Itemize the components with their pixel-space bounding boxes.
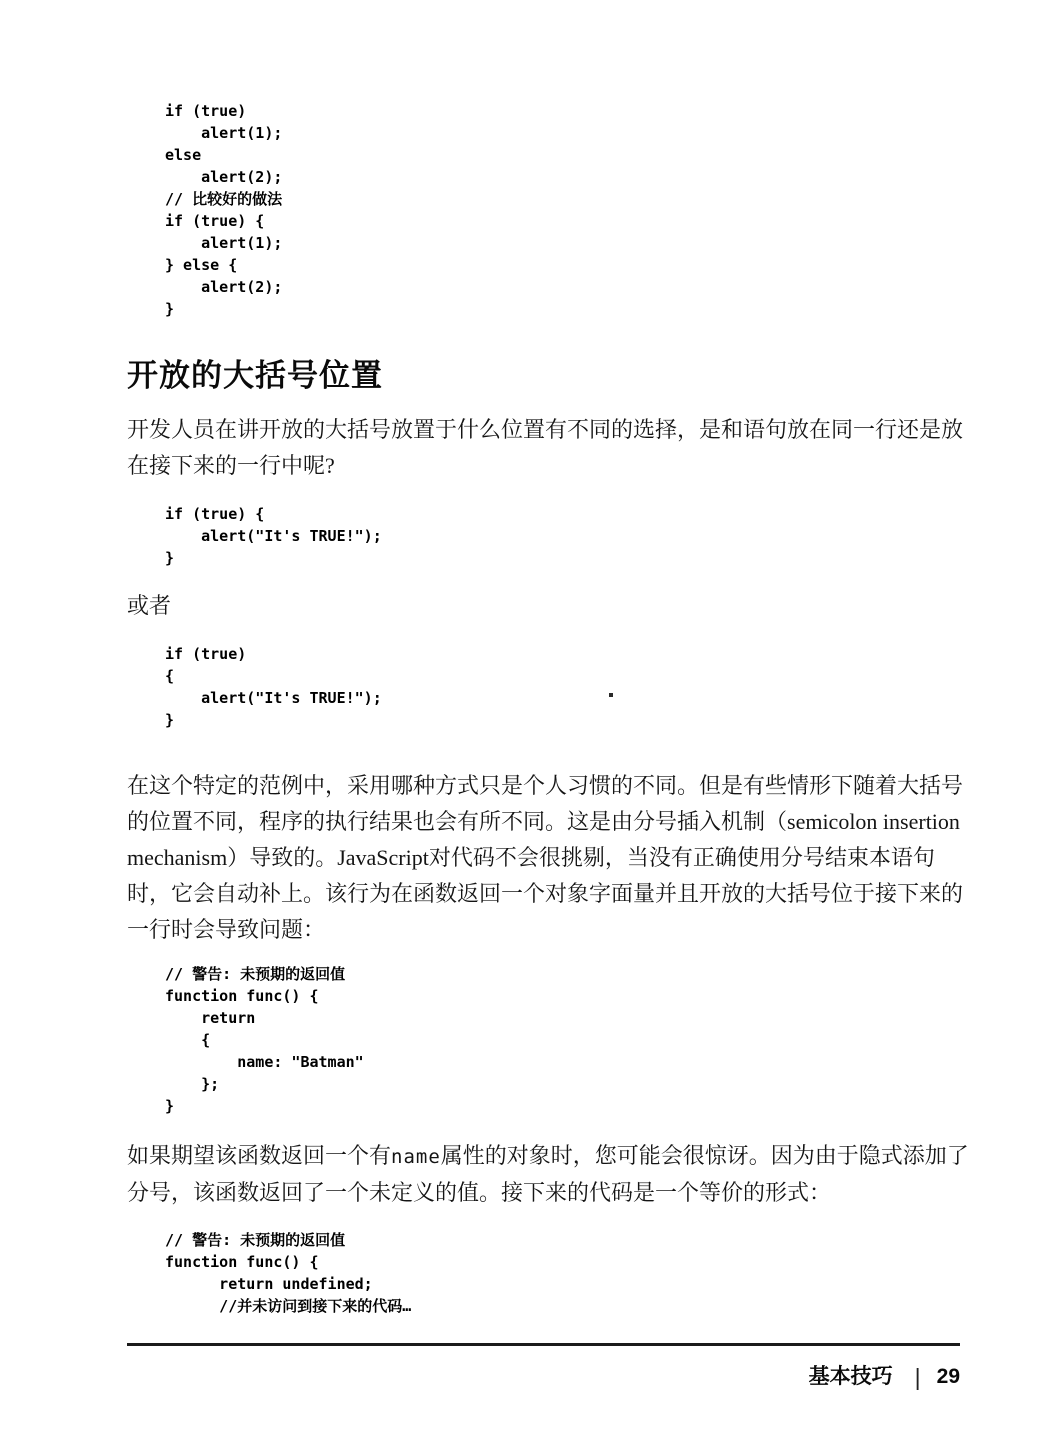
paragraph-line: 开发人员在讲开放的大括号放置于什么位置有不同的选择，是和语句放在同一行还是放 — [127, 417, 964, 442]
code-line: alert("It's TRUE!"); — [165, 527, 382, 545]
code-line: } — [165, 1097, 175, 1115]
paragraph-line: mechanism）导致的。JavaScript对代码不会很挑剔，当没有正确使用分号结束本语句 — [127, 845, 935, 870]
code-line: // 警告: 未预期的返回值 — [165, 1231, 346, 1249]
paragraph-line: 在接下来的一行中呢? — [127, 453, 335, 478]
paragraph-line: 分号，该函数返回了一个未定义的值。接下来的代码是一个等价的形式： — [127, 1180, 832, 1205]
paragraph-text-segment: 属性的对象时，您可能会很惊讶。因为由于隐式添加了 — [440, 1143, 969, 1168]
code-line: alert("It's TRUE!"); — [165, 689, 382, 707]
code-line: { — [165, 667, 175, 685]
code-line: else — [165, 146, 202, 164]
code-line: alert(2); — [165, 168, 283, 186]
code-line: alert(2); — [165, 278, 283, 296]
code-block-equivalent-form — [165, 1229, 960, 1317]
code-line: //并未访问到接下来的代码… — [165, 1297, 412, 1315]
paragraph-line: 在这个特定的范例中，采用哪种方式只是个人习惯的不同。但是有些情形下随着大括号 — [127, 773, 964, 798]
paragraph-line: 时，它会自动补上。该行为在函数返回一个对象字面量并且开放的大括号位于接下来的 — [127, 881, 964, 906]
code-line: if (true) — [165, 645, 247, 663]
code-line: return — [165, 1009, 256, 1027]
code-line: function func() { — [165, 987, 319, 1005]
paragraph-text-segment: 如果期望该函数返回一个有 — [127, 1143, 392, 1168]
code-block-if-else-styles — [165, 100, 960, 320]
code-line: } else { — [165, 256, 238, 274]
code-line: alert(1); — [165, 124, 283, 142]
code-line: } — [165, 549, 175, 567]
page-footer — [809, 1362, 960, 1392]
code-line: alert(1); — [165, 234, 283, 252]
code-line: }; — [165, 1075, 220, 1093]
paragraph-undefined-return — [127, 1138, 969, 1211]
footer-page-number: 29 — [936, 1365, 960, 1388]
scan-artifact-dot — [609, 693, 613, 697]
code-line: if (true) { — [165, 505, 265, 523]
code-line: // 警告: 未预期的返回值 — [165, 965, 346, 983]
code-line: } — [165, 711, 175, 729]
paragraph-semicolon-insertion — [127, 768, 964, 948]
section-heading: 开放的大括号位置 — [127, 358, 383, 393]
inline-code-name: name — [391, 1146, 441, 1168]
paragraph-line: 的位置不同，程序的执行结果也会有所不同。这是由分号插入机制（semicolon insertion — [127, 809, 960, 834]
code-block-brace-same-line — [165, 503, 960, 569]
code-line: if (true) — [165, 102, 247, 120]
code-block-brace-next-line — [165, 643, 960, 731]
code-line: { — [165, 1031, 211, 1049]
footer-rule — [127, 1343, 960, 1346]
connector-text: 或者 — [127, 593, 172, 618]
code-line: if (true) { — [165, 212, 265, 230]
paragraph-line: 一行时会导致问题： — [127, 917, 326, 942]
code-line: return undefined; — [165, 1275, 373, 1293]
code-line: function func() { — [165, 1253, 319, 1271]
code-line: name: "Batman" — [165, 1053, 364, 1071]
code-line: } — [165, 300, 175, 318]
footer-chapter-label: 基本技巧 — [808, 1365, 893, 1388]
paragraph-brace-question — [127, 412, 964, 484]
code-line: // 比较好的做法 — [165, 190, 283, 208]
footer-separator: | — [914, 1364, 921, 1390]
code-block-unexpected-return — [165, 963, 960, 1117]
paragraph-line — [127, 1138, 969, 1175]
